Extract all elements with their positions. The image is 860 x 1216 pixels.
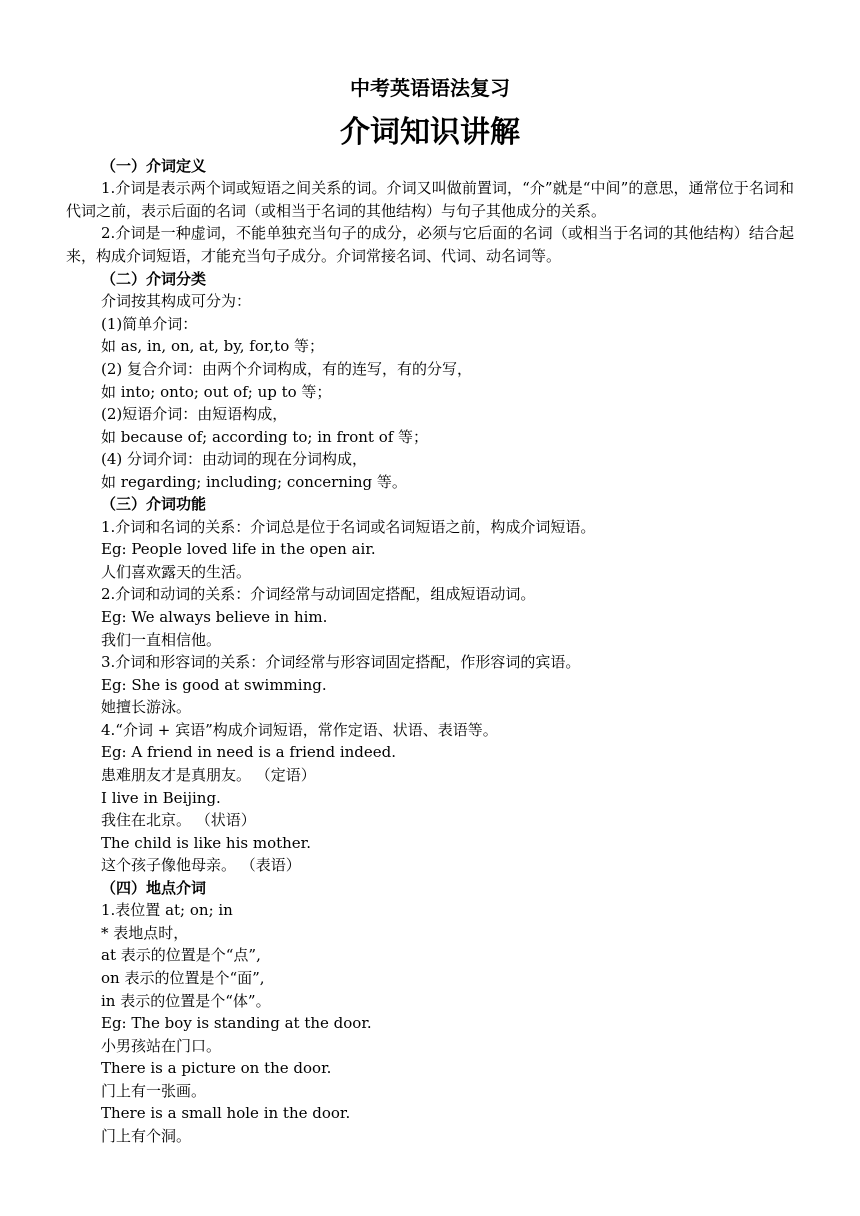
text-line: 患难朋友才是真朋友。 （定语） bbox=[101, 766, 316, 784]
paragraph-definition-1: 1.介词是表示两个词或短语之间关系的词。介词又叫做前置词，“介”就是“中间”的意思，通常位于名词和代词之前，表示后面的名词（或相当于名词的其他结构）与句子其他成分的关系。 bbox=[66, 179, 794, 220]
text-line: 如 into; onto; out of; up to 等； bbox=[101, 383, 332, 401]
text-line: 如 as, in, on, at, by, for,to 等； bbox=[101, 337, 324, 355]
text-line: The child is like his mother. bbox=[101, 834, 311, 852]
text-line: 如 because of; according to; in front of 等； bbox=[101, 428, 429, 446]
text-line: Eg: A friend in need is a friend indeed. bbox=[101, 743, 396, 761]
text-line: 人们喜欢露天的生活。 bbox=[101, 563, 252, 581]
text-line: 4.“介词 + 宾语”构成介词短语，常作定语、状语、表语等。 bbox=[101, 721, 498, 739]
document-title: 介词知识讲解 bbox=[340, 115, 520, 150]
section-heading-classification: （二）介词分类 bbox=[101, 270, 207, 288]
text-line: at 表示的位置是个“点”, bbox=[101, 946, 261, 964]
text-line: 门上有一张画。 bbox=[101, 1082, 207, 1100]
paragraph-definition-2: 2.介词是一种虚词，不能单独充当句子的成分，必须与它后面的名词（或相当于名词的其他结构）结合起来，构成介词短语，才能充当句子成分。介词常接名词、代词、动名词等。 bbox=[66, 224, 794, 265]
text-line: 小男孩站在门口。 bbox=[101, 1037, 222, 1055]
section-heading-place-prepositions: （四）地点介词 bbox=[101, 879, 207, 897]
document-subtitle: 中考英语语法复习 bbox=[350, 76, 510, 100]
text-line: on 表示的位置是个“面”, bbox=[101, 969, 265, 987]
text-line: There is a picture on the door. bbox=[101, 1059, 332, 1077]
text-line: 我们一直相信他。 bbox=[101, 631, 222, 649]
text-line: (2) 复合介词：由两个介词构成，有的连写，有的分写， bbox=[101, 360, 473, 378]
text-line: 这个孩子像他母亲。 （表语） bbox=[101, 856, 301, 874]
section-heading-definition: （一）介词定义 bbox=[101, 157, 207, 175]
text-line: I live in Beijing. bbox=[101, 789, 221, 807]
text-line: 她擅长游泳。 bbox=[101, 698, 192, 716]
text-line: 3.介词和形容词的关系：介词经常与形容词固定搭配，作形容词的宾语。 bbox=[101, 653, 581, 671]
text-line: (2)短语介词：由短语构成， bbox=[101, 405, 288, 423]
text-line: Eg: She is good at swimming. bbox=[101, 676, 327, 694]
text-line: in 表示的位置是个“体”。 bbox=[101, 992, 271, 1010]
text-line: 2.介词和动词的关系：介词经常与动词固定搭配，组成短语动词。 bbox=[101, 585, 536, 603]
text-line: 1.介词和名词的关系：介词总是位于名词或名词短语之前，构成介词短语。 bbox=[101, 518, 596, 536]
text-line: Eg: People loved life in the open air. bbox=[101, 540, 376, 558]
text-line: 门上有个洞。 bbox=[101, 1127, 192, 1145]
text-line: 介词按其构成可分为： bbox=[101, 292, 252, 310]
text-line: (1)简单介词： bbox=[101, 315, 198, 333]
text-line: There is a small hole in the door. bbox=[101, 1104, 351, 1122]
text-line: 我住在北京。 （状语） bbox=[101, 811, 256, 829]
text-line: Eg: We always believe in him. bbox=[101, 608, 328, 626]
text-line: * 表地点时， bbox=[101, 924, 189, 942]
text-line: 1.表位置 at; on; in bbox=[101, 901, 233, 919]
text-line: 如 regarding; including; concerning 等。 bbox=[101, 473, 407, 491]
text-line: Eg: The boy is standing at the door. bbox=[101, 1014, 372, 1032]
section-heading-function: （三）介词功能 bbox=[101, 495, 207, 513]
text-line: (4) 分词介词：由动词的现在分词构成， bbox=[101, 450, 368, 468]
